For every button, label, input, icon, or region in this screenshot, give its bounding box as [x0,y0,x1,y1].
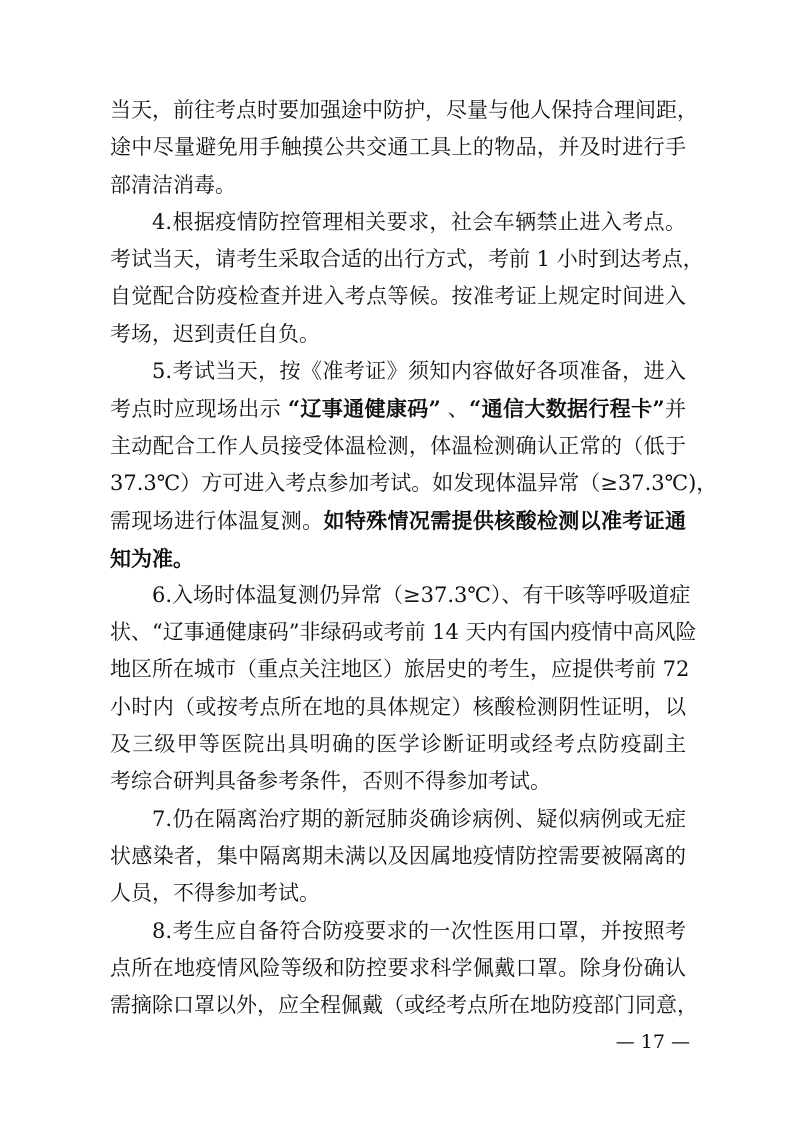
text-run: 考点时应现场出示 [110,397,288,422]
text-line: 人员，不得参加考试。 [110,881,320,906]
text-line: 及三级甲等医院出具明确的医学诊断证明或经考点防疫副主 [110,732,686,757]
text-line: 7.仍在隔离治疗期的新冠肺炎确诊病例、疑似病例或无症 [152,806,686,831]
text-line: 37.3℃）方可进入考点参加考试。如发现体温异常（≥37.3℃)， [110,470,718,495]
text-line: 小时内（或按考点所在地的具体规定）核酸检测阴性证明，以 [110,694,686,719]
page-number: — 17 — [615,1031,690,1053]
paragraph-item-7 [110,801,686,913]
text-line: 考试当天，请考生采取合适的出行方式，考前 1 小时到达考点， [110,247,704,272]
text-line: 考场，迟到责任自负。 [110,321,320,346]
text-line: 状、“辽事通健康码”非绿码或考前 14 天内有国内疫情中高风险 [110,620,697,645]
paragraph-item-8 [110,913,698,1025]
text-line: 当天，前往考点时要加强途中防护，尽量与他人保持合理间距， [110,98,698,122]
text-line: 6.入场时体温复测仍异常（≥37.3℃）、有干咳等呼吸道症 [152,582,691,607]
text-line: 自觉配合防疫检查并进入考点等候。按准考证上规定时间进入 [110,284,686,309]
text-line: 考综合研判具备参考条件，否则不得参加考试。 [110,769,551,794]
text-line: 主动配合工作人员接受体温检测，体温检测确认正常的（低于 [110,433,686,458]
text-line: 点所在地疫情风险等级和防控要求科学佩戴口罩。除身份确认 [110,955,686,980]
text-line: 状感染者，集中隔离期未满以及因属地疫情防控需要被隔离的 [110,843,686,868]
text-line: 途中尽量避免用手触摸公共交通工具上的物品，并及时进行手 [110,135,686,160]
text-line: 5.考试当天，按《准考证》须知内容做好各项准备，进入 [152,359,686,384]
paragraph-continuation [110,92,698,204]
text-line: 地区所在城市（重点关注地区）旅居史的考生，应提供考前 72 [110,657,690,682]
text-line [110,540,686,577]
text-run: 并 [664,397,686,422]
bold-notice: 如特殊情况需提供核酸检测以准考证通 [323,508,687,534]
text-line: 部清洁消毒。 [110,172,236,197]
text-run: 、 [440,397,470,422]
text-run: 需现场进行体温复测。 [110,509,324,534]
paragraph-item-5 [110,353,718,577]
bold-notice: 知为准。 [110,545,194,571]
text-line [110,502,686,539]
paragraph-item-6 [110,577,697,801]
document-body [110,92,718,1024]
travel-card-emphasis: “通信大数据行程卡” [469,396,665,422]
health-code-emphasis: “辽事通健康码” [287,396,441,422]
text-line: 4.根据疫情防控管理相关要求，社会车辆禁止进入考点。 [152,209,686,234]
text-line: 需摘除口罩以外，应全程佩戴（或经考点所在地防疫部门同意， [110,993,698,1018]
text-line: 8.考生应自备符合防疫要求的一次性医用口罩，并按照考 [152,918,686,943]
paragraph-item-4 [110,204,704,353]
text-line [110,390,686,427]
